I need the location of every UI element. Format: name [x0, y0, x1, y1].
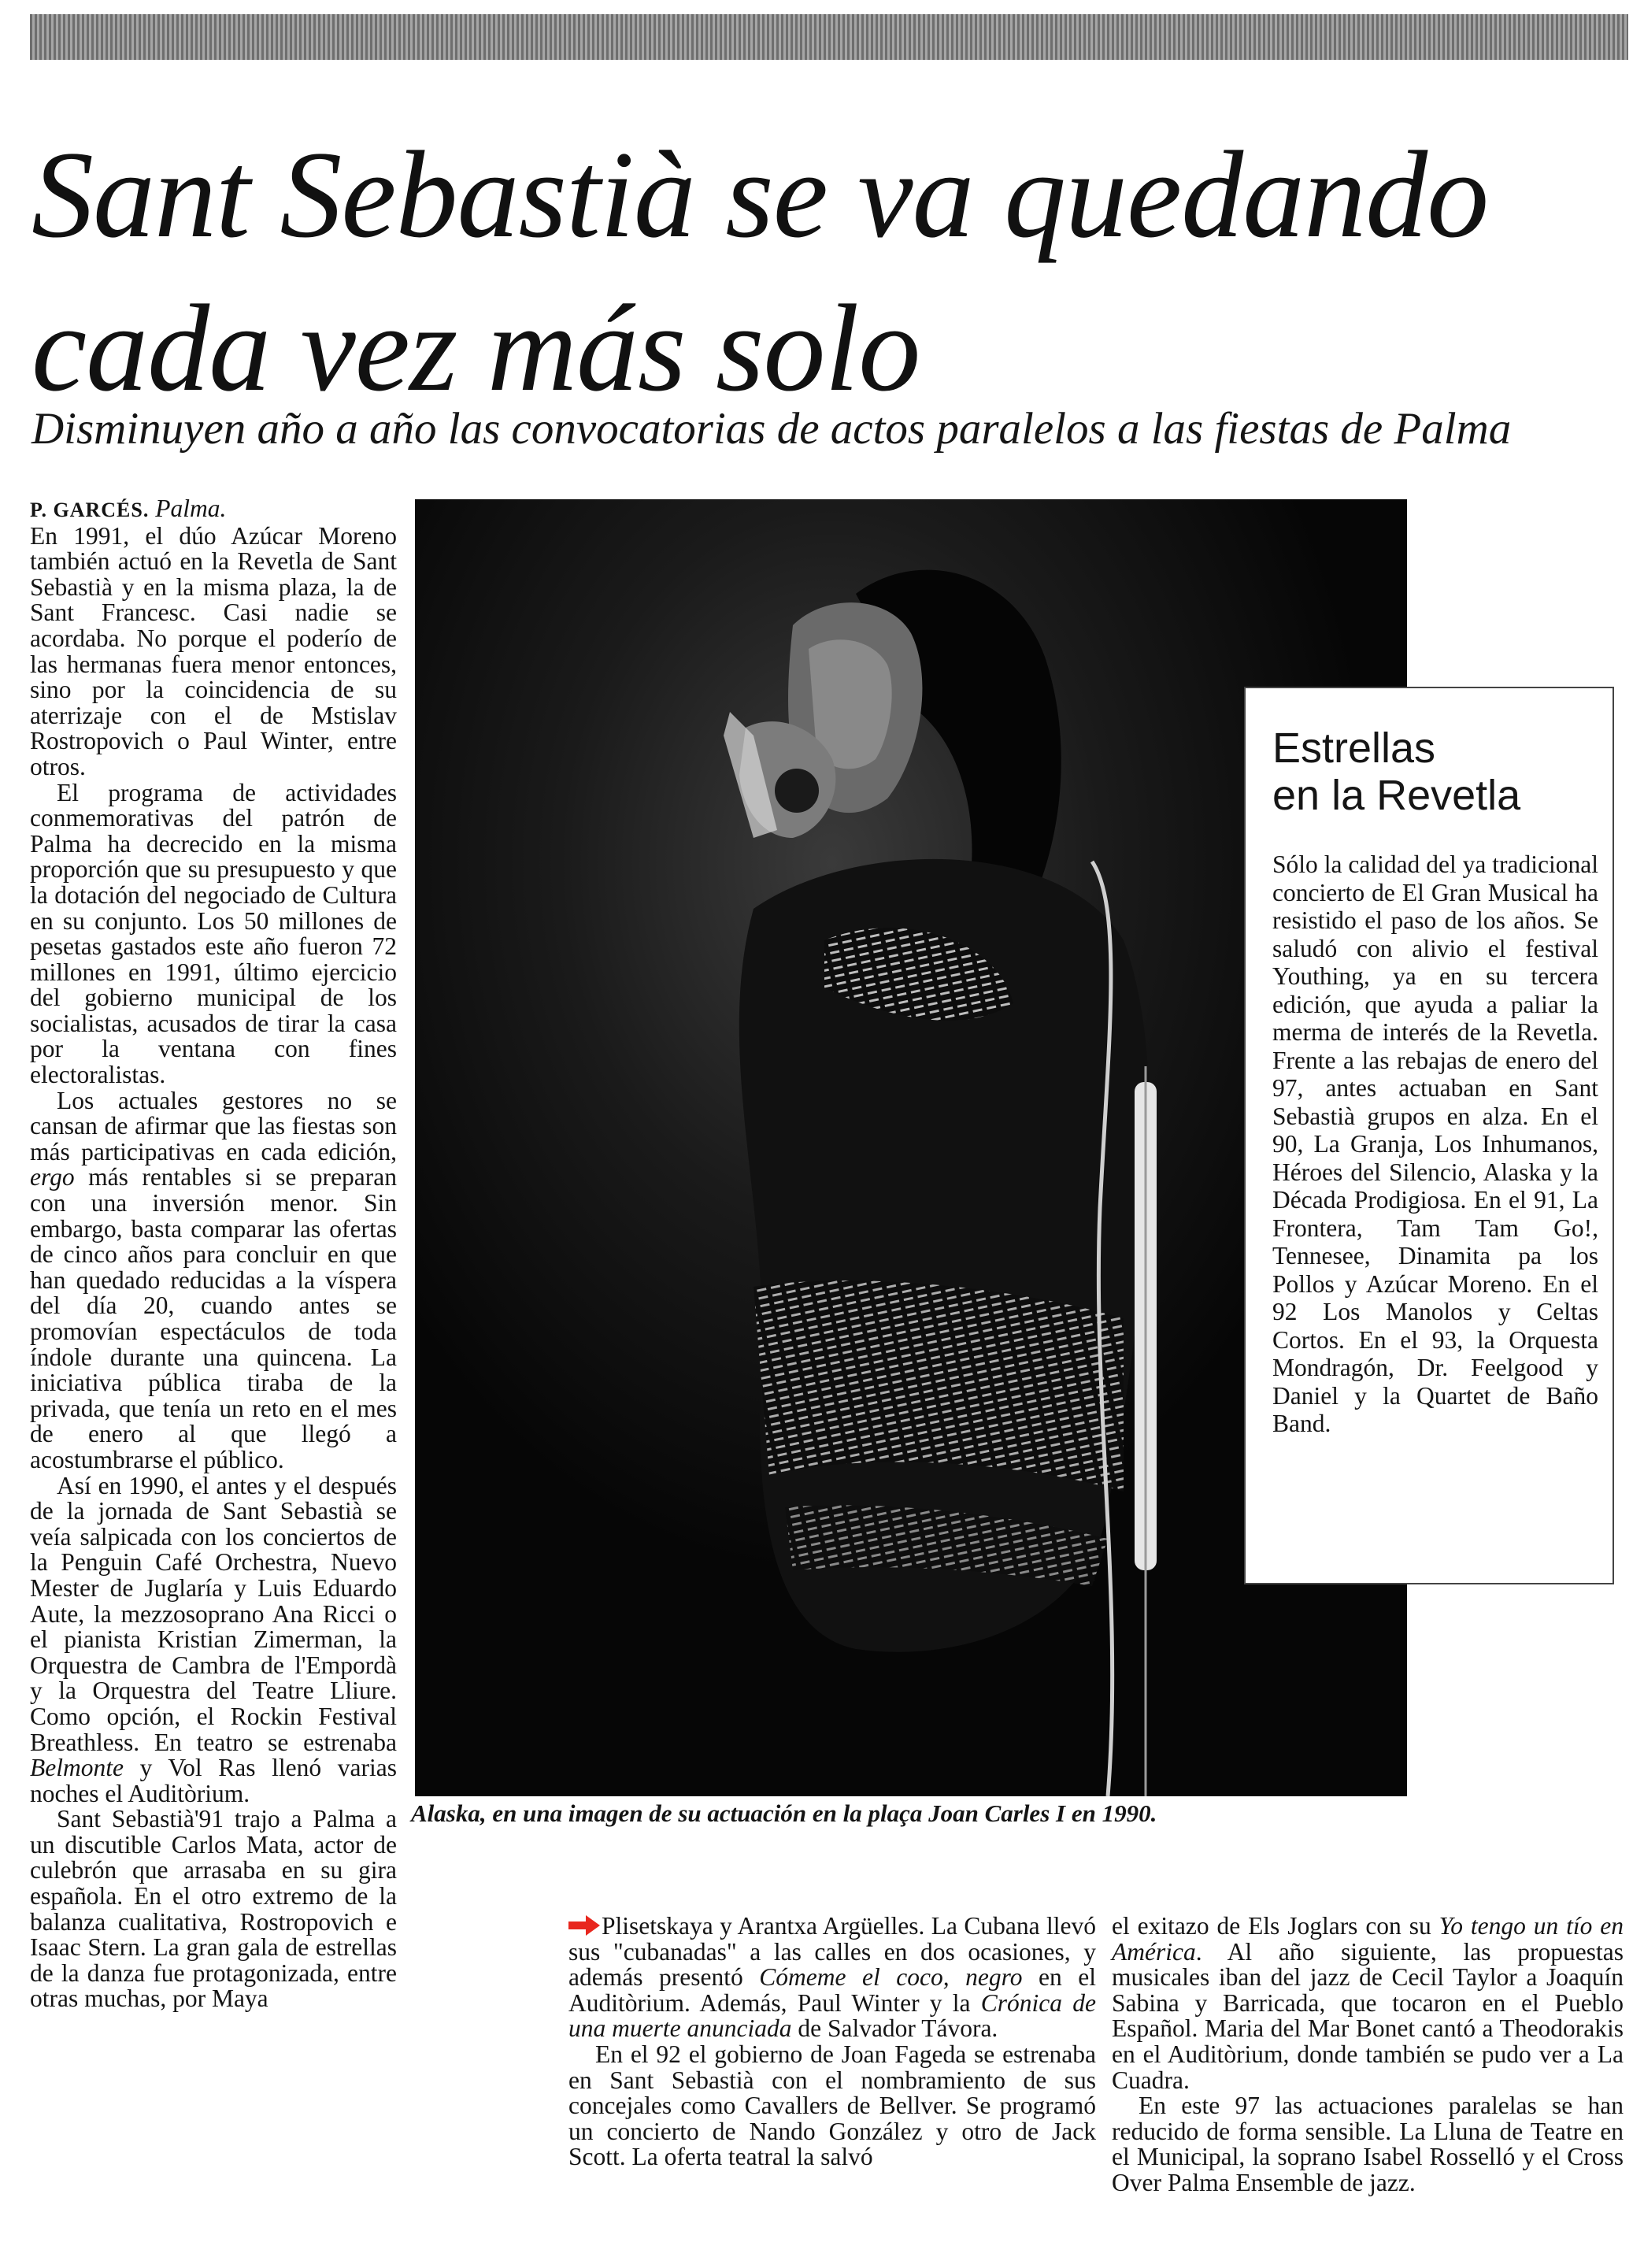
byline-place: Palma.: [155, 495, 227, 522]
article-column-middle: [568, 1914, 1096, 2170]
paragraph-4: [30, 1473, 397, 1807]
photo-caption: Alaska, en una imagen de su actuación en la plaça Joan Carles I en 1990.: [411, 1799, 1157, 1827]
article-column-left: [30, 496, 397, 2012]
middle-paragraph-2: En el 92 el gobierno de Joan Fageda se estrenaba en Sant Sebastià con el nombramiento de sus concejales como Cavallers de Bellver. Se programó un concierto de Nando González y otro de Jack Scott. La oferta teatral la salvó: [568, 2040, 1096, 2171]
header-band: [30, 14, 1628, 60]
sidebar-body: Sólo la calidad del ya tradicional concierto de El Gran Musical ha resistido el paso de los años. Se saludó con alivio el festival Youthing, ya en su tercera edición, que ayuda a paliar la merma de interés de la Revetla. Frente a las rebajas de enero del 97, antes actuaban en Sant Sebastià grupos en alza. En el 90, La Granja, Los Inhumanos, Héroes del Silencio, Alaska y la Década Prodigiosa. En el 91, La Frontera, Tam Tam Go!, Tennesee, Dinamita pa los Pollos y Azúcar Moreno. En el 92 Los Manolos y Celtas Cortos. En el 93, la Orquesta Mondragón, Dr. Feelgood y Daniel y la Quartet de Baño Band.: [1272, 850, 1598, 1437]
right-italic: Yo tengo un tío en América: [1112, 1912, 1624, 1966]
mid-text-c: de Salvador Távora.: [791, 2014, 998, 2043]
p4-text-b: y Vol Ras llenó varias noches el Auditòrium.: [30, 1754, 397, 1807]
subheadline: Disminuyen año a año las convocatorias de actos paralelos a las fiestas de Palma: [31, 404, 1512, 454]
middle-paragraph-1: [568, 1914, 1096, 2042]
p4-italic: Belmonte: [30, 1754, 124, 1782]
mid-italic-b: Crónica de una muerte anunciada: [568, 1988, 1097, 2043]
paragraph-3: [30, 1088, 397, 1473]
right-text-a: el exitazo de Els Joglars con su: [1112, 1912, 1439, 1940]
sidebar-title: Estrellas en la Revetla: [1272, 724, 1521, 819]
right-arrow-icon: [568, 1915, 600, 1936]
paragraph-5: Sant Sebastià'91 trajo a Palma a un discutible Carlos Mata, actor de culebrón que arrasaba en su gira española. En el otro extremo de la balanza cualitativa, Rostropovich e Isaac Stern. La gran gala de estrellas de la danza fue protagonizada, entre otras muchas, por Maya: [30, 1805, 397, 2013]
p4-text-a: Así en 1990, el antes y el después de la jornada de Sant Sebastià se veía salpicada con los conciertos de la Penguin Café Orchestra, Nuevo Mester de Juglaría y Luis Eduardo Aute, la mezzosoprano Ana Ricci o el pianista Kristian Zimerman, la Orquestra de Cambra de l'Empordà y la Orquestra del Teatre Lliure. Como opción, el Rockin Festival Breathless. En teatro se estrenaba: [30, 1471, 397, 1756]
byline: [30, 496, 397, 524]
right-paragraph-1: [1112, 1914, 1624, 2093]
mid-italic-a: Cómeme el coco, negro: [759, 1963, 1023, 1992]
p3-text-b: más rentables si se preparan con una inversión menor. Sin embargo, basta comparar las ofertas de cinco años para concluir en que han quedado reducidas a la víspera del día 20, cuando antes se promovían espectáculos de toda índole durante una quincena. La iniciativa pública tiraba de la privada, que tenía un reto en el mes de enero al que llegó a acostumbrarse el público.: [30, 1163, 397, 1473]
p3-text-a: Los actuales gestores no se cansan de afirmar que las fiestas son más participativas en cada edición,: [30, 1086, 397, 1166]
paragraph-1: En 1991, el dúo Azúcar Moreno también actuó en la Revetla de Sant Sebastià y en la misma plaza, la de Sant Francesc. Casi nadie se acordaba. No porque el poderío de las hermanas fuera menor entonces, sino por la coincidencia de su aterrizaje con el de Mstislav Rostropovich o Paul Winter, entre otros.: [30, 521, 397, 780]
headline: Sant Sebastià se va quedando cada vez más solo: [31, 126, 1489, 417]
p3-italic: ergo: [30, 1163, 75, 1191]
paragraph-2: El programa de actividades conmemorativas del patrón de Palma ha decrecido en la misma proporción que su presupuesto y que la dotación del negociado de Cultura en su conjunto. Los 50 millones de pesetas gastados este año fueron 72 millones en 1991, último ejercicio del gobierno municipal de los socialistas, acusados de tirar la casa por la ventana con fines electoralistas.: [30, 778, 397, 1089]
right-text-b: . Al año siguiente, las propuestas musicales iban del jazz de Cecil Taylor a Joaquín Sabina y Barricada, que tocaron en el Pueblo Español. Maria del Mar Bonet cantó a Theodorakis en el Auditòrium, donde también se pudo ver a La Cuadra.: [1112, 1937, 1624, 2094]
mid-text-b: en el Auditòrium. Además, Paul Winter y la: [568, 1963, 1096, 2017]
right-paragraph-2: En este 97 las actuaciones paralelas se han reducido de forma sensible. La Lluna de Teatre en el Municipal, la soprano Isabel Rosselló y el Cross Over Palma Ensemble de jazz.: [1112, 2092, 1624, 2196]
sidebar-box: [1244, 687, 1614, 1584]
article-column-right: [1112, 1914, 1624, 2196]
byline-author: P. GARCÉS.: [30, 498, 150, 521]
mid-text-a: Plisetskaya y Arantxa Argüelles. La Cubana llevó sus "cubanadas" a las calles en dos ocasiones, y además presentó: [568, 1912, 1096, 1992]
